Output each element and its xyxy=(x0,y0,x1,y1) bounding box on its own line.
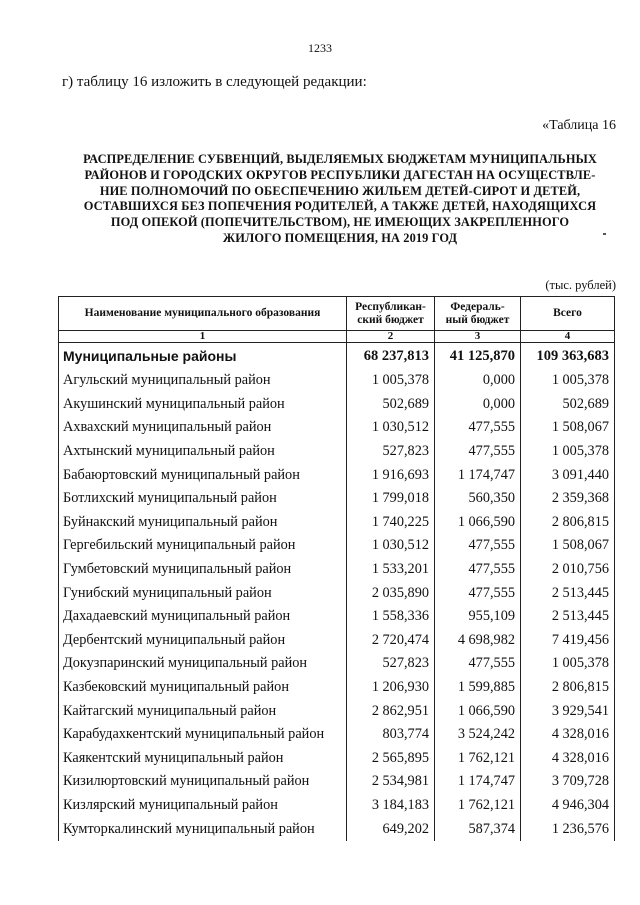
row-total: 1 005,378 xyxy=(521,652,615,676)
header-row xyxy=(59,297,615,331)
units-label: (тыс. рублей) xyxy=(545,278,616,292)
row-republic: 1 799,018 xyxy=(347,487,435,511)
row-republic: 1 740,225 xyxy=(347,511,435,535)
row-republic: 527,823 xyxy=(347,440,435,464)
table-reference: «Таблица 16 xyxy=(542,118,616,133)
table-row xyxy=(59,605,615,629)
row-name: Муниципальные районы xyxy=(59,343,347,370)
row-republic: 2 565,895 xyxy=(347,747,435,771)
title-line: РАЙОНОВ И ГОРОДСКИХ ОКРУГОВ РЕСПУБЛИКИ ДАГЕСТАН НА ОСУЩЕСТВЛЕ- xyxy=(84,167,596,182)
row-name: Кайтагский муниципальный район xyxy=(59,699,347,723)
table-row xyxy=(59,652,615,676)
table-row xyxy=(59,817,615,841)
header-line: ский бюджет xyxy=(357,313,424,326)
row-total: 4 328,016 xyxy=(521,747,615,771)
column-number: 3 xyxy=(435,331,521,343)
row-total: 7 419,456 xyxy=(521,629,615,653)
row-federal: 477,555 xyxy=(435,558,521,582)
row-name: Гумбетовский муниципальный район xyxy=(59,558,347,582)
row-republic: 1 030,512 xyxy=(347,534,435,558)
row-name: Кизлярский муниципальный район xyxy=(59,794,347,818)
row-name: Кизилюртовский муниципальный район xyxy=(59,770,347,794)
row-federal: 1 599,885 xyxy=(435,676,521,700)
row-name: Ботлихский муниципальный район xyxy=(59,487,347,511)
table-row xyxy=(59,629,615,653)
row-republic: 2 534,981 xyxy=(347,770,435,794)
title-line: НИЕ ПОЛНОМОЧИЙ ПО ОБЕСПЕЧЕНИЮ ЖИЛЬЕМ ДЕТЕЙ-СИРОТ И ДЕТЕЙ, xyxy=(99,183,581,198)
document-title xyxy=(60,152,620,247)
row-name: Агульский муниципальный район xyxy=(59,369,347,393)
row-republic: 1 005,378 xyxy=(347,369,435,393)
row-name: Ахвахский муниципальный район xyxy=(59,416,347,440)
row-federal: 477,555 xyxy=(435,652,521,676)
row-republic: 1 206,930 xyxy=(347,676,435,700)
row-total: 1 508,067 xyxy=(521,416,615,440)
row-name: Докузпаринский муниципальный район xyxy=(59,652,347,676)
row-total: 1 005,378 xyxy=(521,440,615,464)
table-row xyxy=(59,511,615,535)
table-row xyxy=(59,393,615,417)
row-name: Гергебильский муниципальный район xyxy=(59,534,347,558)
row-republic: 649,202 xyxy=(347,817,435,841)
header-line: Федераль- xyxy=(450,300,505,313)
row-total: 3 709,728 xyxy=(521,770,615,794)
column-number: 4 xyxy=(521,331,615,343)
row-total: 2 806,815 xyxy=(521,676,615,700)
row-total: 4 328,016 xyxy=(521,723,615,747)
row-federal: 1 066,590 xyxy=(435,699,521,723)
row-total: 2 513,445 xyxy=(521,605,615,629)
page-number: 1233 xyxy=(308,41,332,55)
row-federal: 1 762,121 xyxy=(435,747,521,771)
header-republic xyxy=(347,297,435,331)
column-number: 2 xyxy=(347,331,435,343)
row-federal: 477,555 xyxy=(435,440,521,464)
row-republic: 1 030,512 xyxy=(347,416,435,440)
row-name: Дербентский муниципальный район xyxy=(59,629,347,653)
header-line: Всего xyxy=(553,307,582,319)
column-number: 1 xyxy=(59,331,347,343)
row-total: 3 091,440 xyxy=(521,463,615,487)
row-republic: 1 533,201 xyxy=(347,558,435,582)
row-federal: 587,374 xyxy=(435,817,521,841)
table-row xyxy=(59,581,615,605)
row-republic: 1 916,693 xyxy=(347,463,435,487)
header-line: Республикан- xyxy=(355,300,426,313)
table-row xyxy=(59,534,615,558)
row-name: Гунибский муниципальный район xyxy=(59,581,347,605)
row-federal: 1 174,747 xyxy=(435,770,521,794)
row-federal: 3 524,242 xyxy=(435,723,521,747)
row-federal: 1 066,590 xyxy=(435,511,521,535)
row-federal: 477,555 xyxy=(435,416,521,440)
row-total: 2 359,368 xyxy=(521,487,615,511)
title-line: ПОД ОПЕКОЙ (ПОПЕЧИТЕЛЬСТВОМ), НЕ ИМЕЮЩИХ ЗАКРЕПЛЕННОГО xyxy=(110,215,570,230)
row-republic: 68 237,813 xyxy=(347,343,435,370)
row-republic: 2 862,951 xyxy=(347,699,435,723)
header-line: ный бюджет xyxy=(445,313,510,326)
subsidy-table xyxy=(58,296,615,841)
row-federal: 1 174,747 xyxy=(435,463,521,487)
row-republic: 803,774 xyxy=(347,723,435,747)
total-row xyxy=(59,343,615,370)
table-row xyxy=(59,558,615,582)
scan-mark xyxy=(603,233,606,235)
row-republic: 2 720,474 xyxy=(347,629,435,653)
table-row xyxy=(59,440,615,464)
row-republic: 3 184,183 xyxy=(347,794,435,818)
intro-text: г) таблицу 16 изложить в следующей редакции: xyxy=(62,74,367,90)
header-name xyxy=(59,297,347,331)
row-republic: 527,823 xyxy=(347,652,435,676)
row-federal: 1 762,121 xyxy=(435,794,521,818)
row-federal: 0,000 xyxy=(435,369,521,393)
row-name: Карабудахкентский муниципальный район xyxy=(59,723,347,747)
row-name: Кумторкалинский муниципальный район xyxy=(59,817,347,841)
row-total: 3 929,541 xyxy=(521,699,615,723)
table-row xyxy=(59,723,615,747)
row-total: 1 508,067 xyxy=(521,534,615,558)
row-federal: 477,555 xyxy=(435,581,521,605)
header-federal xyxy=(435,297,521,331)
title-line: ЖИЛОГО ПОМЕЩЕНИЯ, НА 2019 ГОД xyxy=(222,230,458,245)
table-row xyxy=(59,676,615,700)
title-line: ОСТАВШИХСЯ БЕЗ ПОПЕЧЕНИЯ РОДИТЕЛЕЙ, А ТАКЖЕ ДЕТЕЙ, НАХОДЯЩИХСЯ xyxy=(83,199,597,214)
row-total: 1 236,576 xyxy=(521,817,615,841)
table-row xyxy=(59,794,615,818)
header-line: Наименование муниципального образования xyxy=(84,307,321,319)
row-name: Бабаюртовский муниципальный район xyxy=(59,463,347,487)
table-row xyxy=(59,416,615,440)
column-number-row xyxy=(59,331,615,343)
table-row xyxy=(59,369,615,393)
row-total: 4 946,304 xyxy=(521,794,615,818)
row-republic: 2 035,890 xyxy=(347,581,435,605)
title-line: РАСПРЕДЕЛЕНИЕ СУБВЕНЦИЙ, ВЫДЕЛЯЕМЫХ БЮДЖЕТАМ МУНИЦИПАЛЬНЫХ xyxy=(83,152,597,166)
row-federal: 41 125,870 xyxy=(435,343,521,370)
row-republic: 502,689 xyxy=(347,393,435,417)
row-name: Акушинский муниципальный район xyxy=(59,393,347,417)
row-federal: 560,350 xyxy=(435,487,521,511)
row-total: 2 010,756 xyxy=(521,558,615,582)
table-row xyxy=(59,747,615,771)
row-total: 1 005,378 xyxy=(521,369,615,393)
header-total xyxy=(521,297,615,331)
row-name: Каякентский муниципальный район xyxy=(59,747,347,771)
table-row xyxy=(59,770,615,794)
row-name: Ахтынский муниципальный район xyxy=(59,440,347,464)
row-name: Казбековский муниципальный район xyxy=(59,676,347,700)
row-federal: 0,000 xyxy=(435,393,521,417)
row-republic: 1 558,336 xyxy=(347,605,435,629)
row-federal: 477,555 xyxy=(435,534,521,558)
row-total: 2 513,445 xyxy=(521,581,615,605)
row-total: 109 363,683 xyxy=(521,343,615,370)
row-federal: 4 698,982 xyxy=(435,629,521,653)
row-name: Буйнакский муниципальный район xyxy=(59,511,347,535)
row-federal: 955,109 xyxy=(435,605,521,629)
table-row xyxy=(59,463,615,487)
table-row xyxy=(59,699,615,723)
row-total: 2 806,815 xyxy=(521,511,615,535)
row-total: 502,689 xyxy=(521,393,615,417)
row-name: Дахадаевский муниципальный район xyxy=(59,605,347,629)
table-row xyxy=(59,487,615,511)
